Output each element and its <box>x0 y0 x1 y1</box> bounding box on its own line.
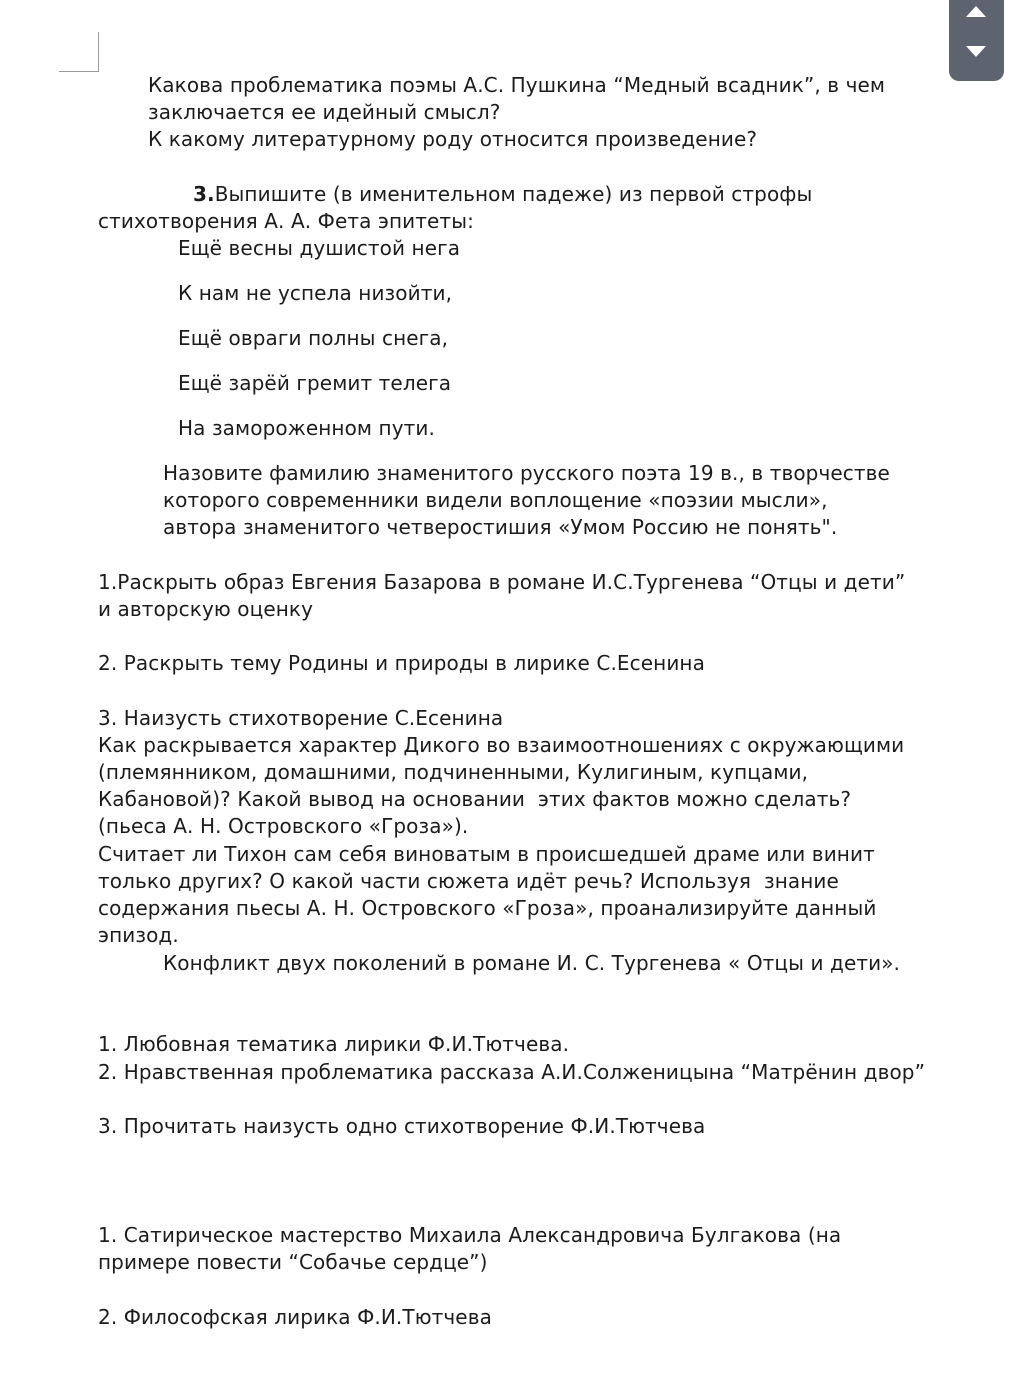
question-tikhon-line: только других? О какой части сюжета идёт речь? Используя знание <box>98 869 839 893</box>
question-pushkin-line: Какова проблематика поэмы А.С. Пушкина “Медный всадник”, в чем <box>148 73 886 97</box>
poem-line: Ещё весны душистой нега <box>178 236 461 260</box>
page-corner-mark <box>98 32 99 72</box>
question-genre: К какому литературному роду относится произведение? <box>148 127 758 151</box>
poem-line: Ещё овраги полны снега, <box>178 326 449 350</box>
question-bulgakov-line: примере повести “Собачье сердце”) <box>98 1250 488 1274</box>
task3-text: Выпишите (в именительном падеже) из первой строфы <box>214 182 813 206</box>
triangle-down-icon <box>966 46 986 57</box>
question-poet-line: которого современники видели воплощение «поэзии мысли», <box>163 488 828 512</box>
question-pushkin-line: заключается ее идейный смысл? <box>148 100 501 124</box>
question-tikhon-line: содержания пьесы А. Н. Островского «Гроза», проанализируйте данный <box>98 896 877 920</box>
question-solzhenitsyn: 2. Нравственная проблематика рассказа А.И.Солженицына “Матрёнин двор” <box>98 1060 926 1084</box>
task3-heading <box>193 181 812 208</box>
task3-text-line: стихотворения А. А. Фета эпитеты: <box>98 209 474 233</box>
question-esenin-memorize: 3. Наизусть стихотворение С.Есенина <box>98 706 504 730</box>
poem-line: На замороженном пути. <box>178 416 435 440</box>
question-dikoy-line: (пьеса А. Н. Островского «Гроза»). <box>98 814 469 838</box>
question-poet-line: Назовите фамилию знаменитого русского поэта 19 в., в творчестве <box>163 461 890 485</box>
page-corner-mark <box>59 71 99 72</box>
question-poet-line: автора знаменитого четверостишия «Умом Россию не понять". <box>163 515 838 539</box>
question-tyutchev-philosophy: 2. Философская лирика Ф.И.Тютчева <box>98 1305 492 1329</box>
question-bazarov-line: и авторскую оценку <box>98 597 314 621</box>
question-tikhon-line: эпизод. <box>98 923 179 947</box>
scroll-up-button[interactable] <box>949 0 1004 38</box>
poem-line: К нам не успела низойти, <box>178 281 453 305</box>
question-conflict: Конфликт двух поколений в романе И. С. Тургенева « Отцы и дети». <box>163 951 901 975</box>
question-tikhon-line: Считает ли Тихон сам себя виноватым в происшедшей драме или винит <box>98 842 875 866</box>
page-nav-control <box>949 0 1004 81</box>
poem-line: Ещё зарёй гремит телега <box>178 371 452 395</box>
question-dikoy-line: Как раскрывается характер Дикого во взаимоотношениях с окружающими <box>98 733 905 757</box>
question-bulgakov-line: 1. Сатирическое мастерство Михаила Александровича Булгакова (на <box>98 1223 842 1247</box>
question-dikoy-line: (племянником, домашними, подчиненными, Кулигиным, купцами, <box>98 760 809 784</box>
scroll-down-button[interactable] <box>949 38 1004 76</box>
question-dikoy-line: Кабановой)? Какой вывод на основании этих фактов можно сделать? <box>98 787 852 811</box>
task3-number: 3. <box>193 182 215 206</box>
triangle-up-icon <box>966 6 986 17</box>
question-esenin-theme: 2. Раскрыть тему Родины и природы в лирике С.Есенина <box>98 651 705 675</box>
question-bazarov-line: 1.Раскрыть образ Евгения Базарова в романе И.С.Тургенева “Отцы и дети” <box>98 570 906 594</box>
question-tyutchev-love: 1. Любовная тематика лирики Ф.И.Тютчева. <box>98 1032 570 1056</box>
question-tyutchev-memorize: 3. Прочитать наизусть одно стихотворение Ф.И.Тютчева <box>98 1114 706 1138</box>
